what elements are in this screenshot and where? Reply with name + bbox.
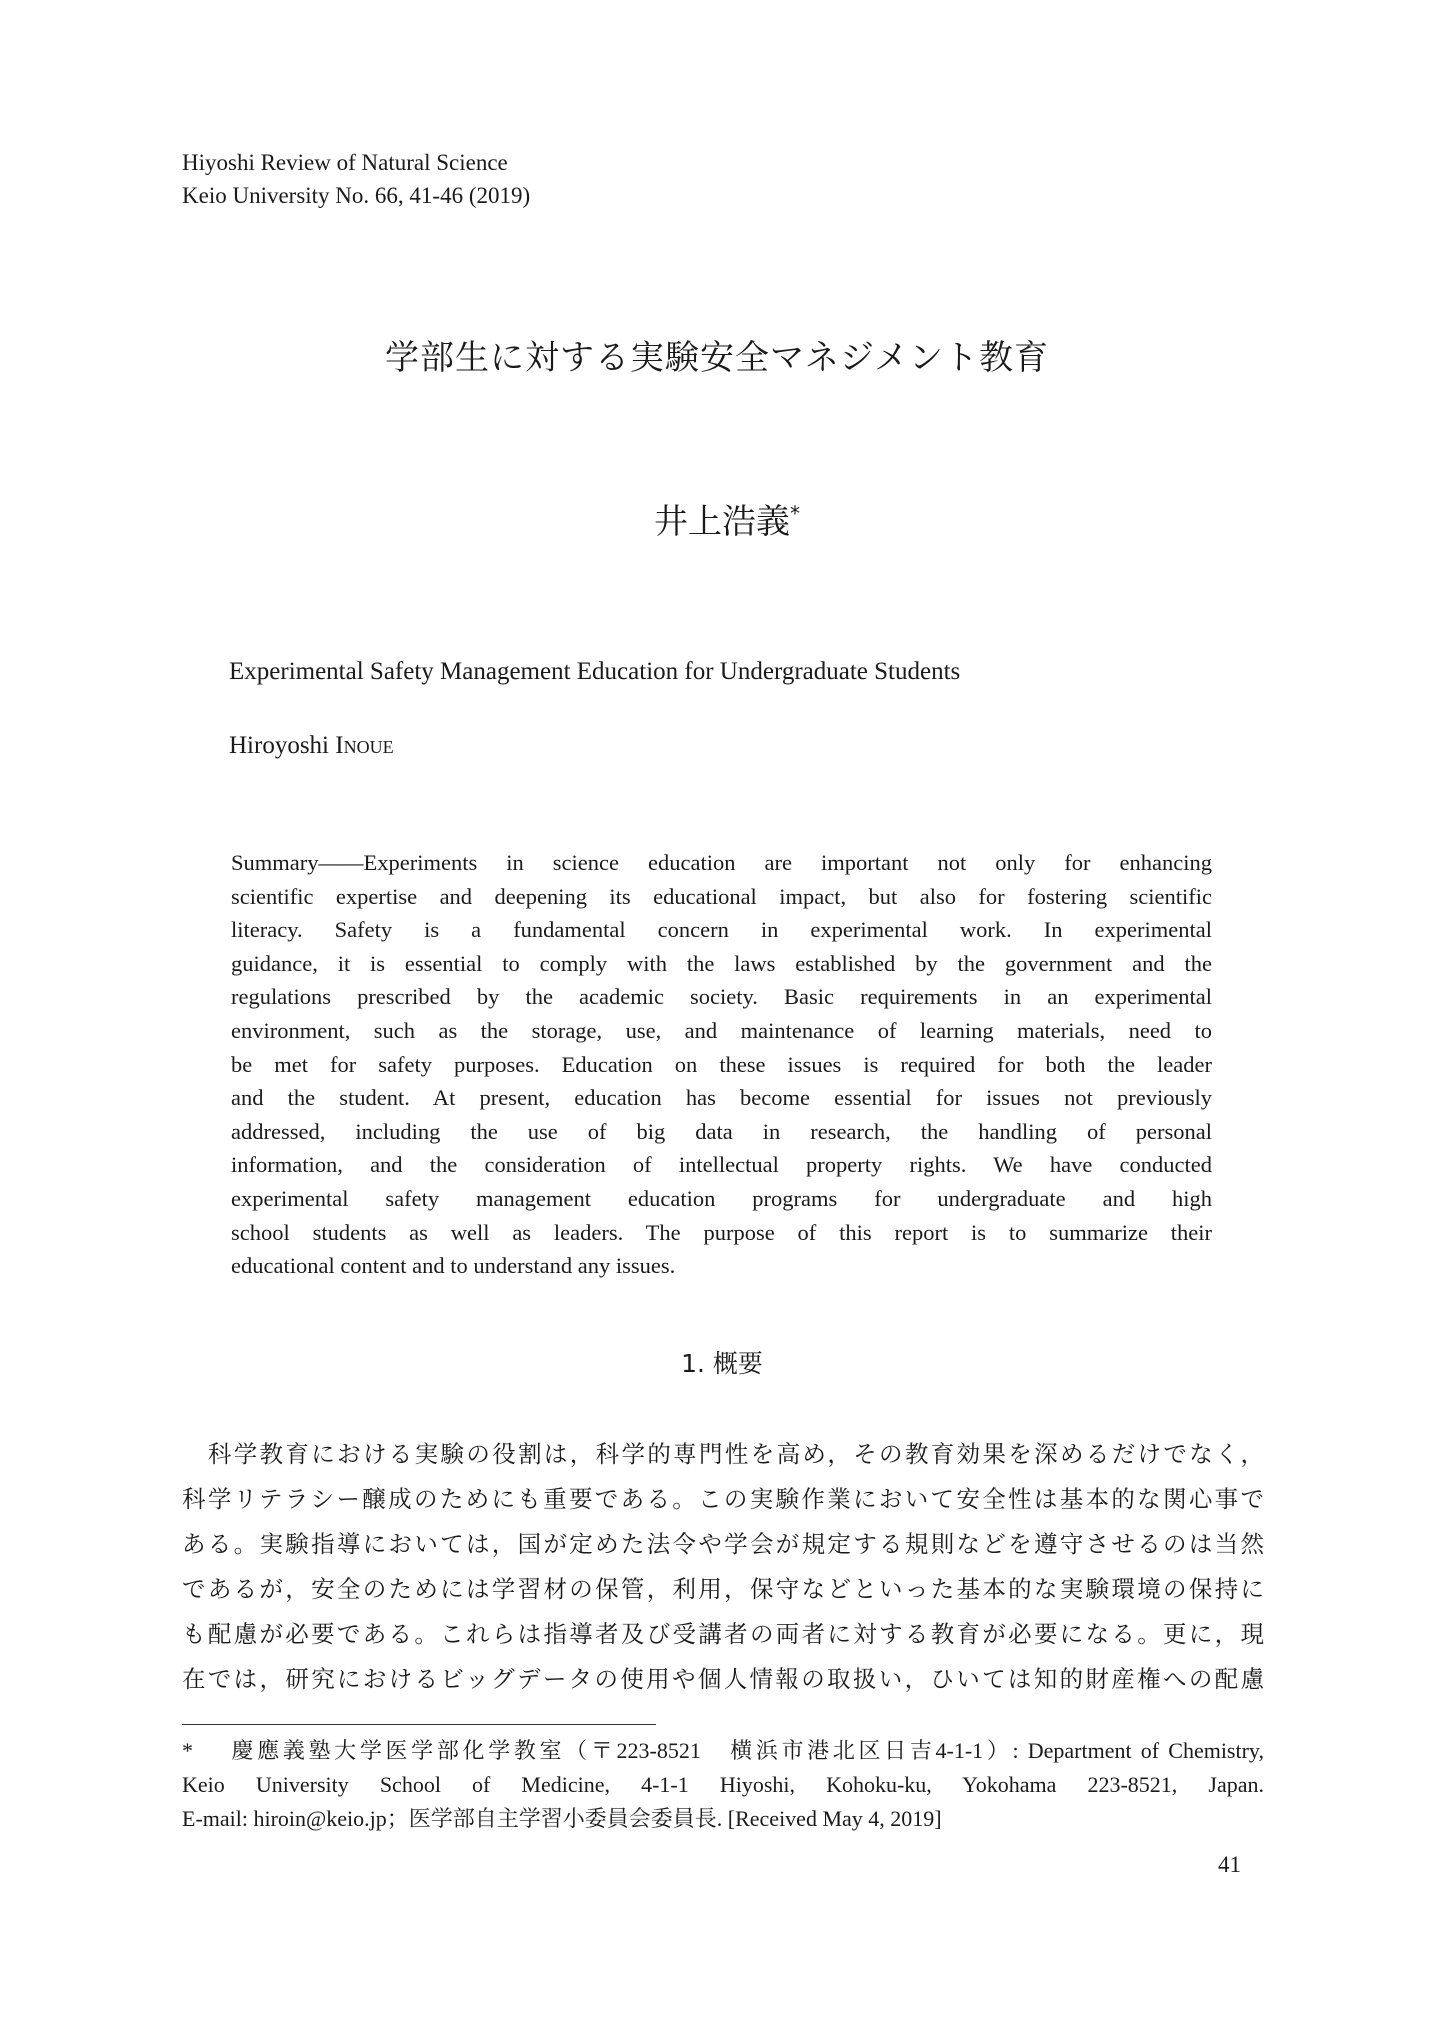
summary-line: literacy. Safety is a fundamental concern in experimental work. In experimental bbox=[231, 917, 1212, 943]
summary-line: be met for safety purposes. Education on these issues is required for both the leader bbox=[231, 1051, 1212, 1077]
summary-line: scientific expertise and deepening its educational impact, but also for fostering scientific bbox=[231, 883, 1212, 909]
summary-line: guidance, it is essential to comply with the laws established by the government and the bbox=[231, 950, 1212, 976]
body-line: 科学リテラシー醸成のためにも重要である。この実験作業において安全性は基本的な関心事で bbox=[182, 1485, 1264, 1513]
body-line: 科学教育における実験の役割は，科学的専門性を高め，その教育効果を深めるだけでなく， bbox=[182, 1440, 1264, 1468]
author-english bbox=[229, 732, 394, 760]
author-family-name: Inoue bbox=[335, 732, 394, 759]
abstract-summary bbox=[231, 846, 1212, 1283]
footnote-line: * 慶應義塾大学医学部化学教室（〒223-8521 横浜市港北区日吉4-1-1）: Department of Chemistry, bbox=[182, 1738, 1264, 1763]
paper-title-japanese: 学部生に対する実験安全マネジメント教育 bbox=[385, 338, 1049, 378]
journal-name: Hiyoshi Review of Natural Science bbox=[182, 150, 508, 175]
section-heading: 1. 概要 bbox=[681, 1349, 763, 1378]
body-line: であるが，安全のためには学習材の保管，利用，保守などといった基本的な実験環境の保持に bbox=[182, 1575, 1264, 1603]
author-footnote-mark: * bbox=[790, 501, 800, 526]
summary-line: environment, such as the storage, use, and maintenance of learning materials, need to bbox=[231, 1017, 1212, 1043]
footnote bbox=[182, 1734, 1264, 1836]
body-line: ある。実験指導においては，国が定めた法令や学会が規定する規則などを遵守させるのは当然 bbox=[182, 1530, 1264, 1558]
footnote-line: E-mail: hiroin@keio.jp；医学部自主学習小委員会委員長. [Received May 4, 2019] bbox=[182, 1806, 942, 1831]
footnote-divider bbox=[182, 1724, 656, 1725]
summary-line: and the student. At present, education has become essential for issues not previously bbox=[231, 1085, 1212, 1111]
author-japanese bbox=[0, 494, 1434, 543]
summary-line: experimental safety management education programs for undergraduate and high bbox=[231, 1185, 1212, 1211]
body-text bbox=[182, 1432, 1264, 1702]
body-line: も配慮が必要である。これらは指導者及び受講者の両者に対する教育が必要になる。更に，現 bbox=[182, 1620, 1264, 1648]
author-given-name: Hiroyoshi bbox=[229, 732, 329, 759]
page-number: 41 bbox=[1218, 1852, 1241, 1877]
paper-title-english: Experimental Safety Management Education for Undergraduate Students bbox=[229, 658, 961, 685]
summary-line: addressed, including the use of big data in research, the handling of personal bbox=[231, 1118, 1212, 1144]
summary-line: school students as well as leaders. The purpose of this report is to summarize their bbox=[231, 1219, 1212, 1245]
footnote-line: Keio University School of Medicine, 4-1-1 Hiyoshi, Kohoku-ku, Yokohama 223-8521, Japan. bbox=[182, 1772, 1264, 1797]
summary-line: educational content and to understand any issues. bbox=[231, 1253, 676, 1279]
journal-citation bbox=[182, 146, 530, 212]
summary-line: Summary——Experiments in science education are important not only for enhancing bbox=[231, 850, 1212, 875]
body-line: 在では，研究におけるビッグデータの使用や個人情報の取扱い，ひいては知的財産権への配慮 bbox=[182, 1665, 1264, 1693]
author-name-jp: 井上浩義 bbox=[654, 502, 790, 542]
summary-line: information, and the consideration of intellectual property rights. We have conducted bbox=[231, 1152, 1212, 1178]
journal-volume: Keio University No. 66, 41-46 (2019) bbox=[182, 183, 531, 208]
summary-line: regulations prescribed by the academic society. Basic requirements in an experimental bbox=[231, 984, 1212, 1010]
